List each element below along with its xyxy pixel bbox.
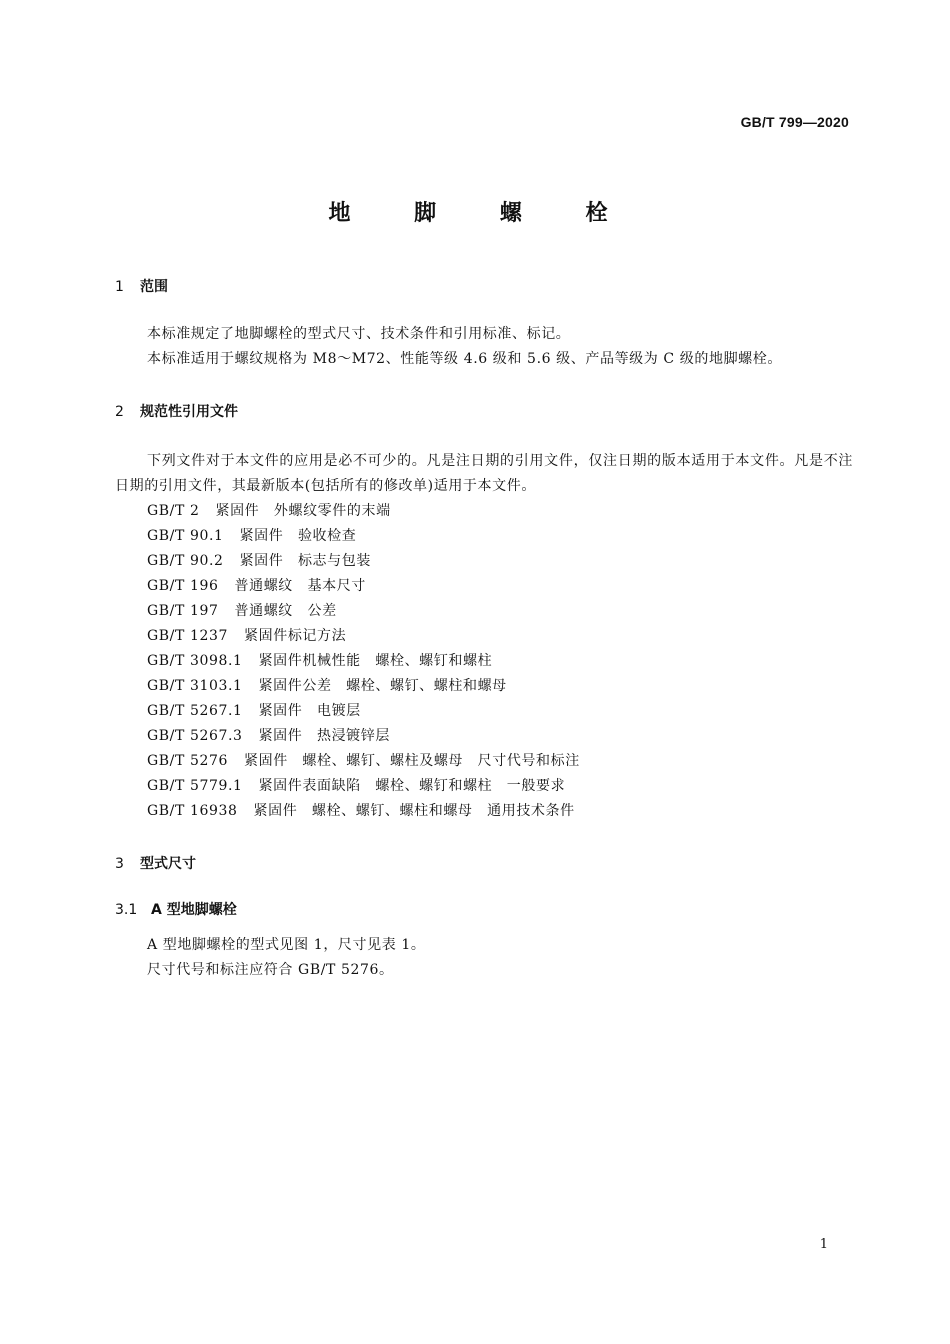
subsection-3-1-heading — [115, 899, 237, 919]
reference-title: 紧固件 外螺纹零件的末端 — [215, 503, 391, 519]
reference-code: GB/T 5267.3 — [147, 728, 243, 744]
reference-code: GB/T 90.1 — [147, 528, 224, 544]
section-number: 3 — [115, 856, 124, 872]
list-item — [147, 574, 580, 599]
list-item — [147, 724, 580, 749]
section-number: 1 — [115, 279, 124, 295]
document-title: 地 脚 螺 栓 — [328, 201, 636, 226]
reference-title: 紧固件 热浸镀锌层 — [258, 728, 390, 744]
reference-title: 紧固件 标志与包装 — [239, 553, 371, 569]
list-item — [147, 524, 580, 549]
paragraph: 本标准适用于螺纹规格为 M8～M72、性能等级 4.6 级和 5.6 级、产品等级为 C 级的地脚螺栓。 — [147, 351, 782, 367]
reference-title: 紧固件表面缺陷 螺栓、螺钉和螺柱 一般要求 — [258, 778, 566, 794]
reference-code: GB/T 2 — [147, 503, 200, 519]
list-item — [147, 749, 580, 774]
list-item — [147, 799, 580, 824]
section-3-heading — [115, 853, 196, 873]
list-item — [147, 774, 580, 799]
reference-title: 紧固件公差 螺栓、螺钉、螺柱和螺母 — [258, 678, 507, 694]
section-title: 规范性引用文件 — [140, 404, 238, 420]
reference-code: GB/T 197 — [147, 603, 219, 619]
reference-title: 紧固件 电镀层 — [258, 703, 361, 719]
list-item — [147, 549, 580, 574]
section-2-heading — [115, 401, 238, 421]
section-1-heading — [115, 276, 168, 296]
reference-code: GB/T 3103.1 — [147, 678, 243, 694]
paragraph: 尺寸代号和标注应符合 GB/T 5276。 — [147, 962, 394, 978]
section-title: 范围 — [140, 279, 168, 295]
reference-list — [147, 499, 580, 824]
reference-title: 紧固件 验收检查 — [239, 528, 357, 544]
paragraph: 下列文件对于本文件的应用是必不可少的。凡是注日期的引用文件，仅注日期的版本适用于本文件。凡是不注日期的引用文件，其最新版本(包括所有的修改单)适用于本文件。 — [115, 453, 853, 494]
page-number: 1 — [819, 1237, 828, 1252]
reference-title: 紧固件 螺栓、螺钉、螺柱及螺母 尺寸代号和标注 — [244, 753, 580, 769]
reference-code: GB/T 16938 — [147, 803, 238, 819]
list-item — [147, 674, 580, 699]
reference-code: GB/T 5276 — [147, 753, 229, 769]
paragraph: A 型地脚螺栓的型式见图 1，尺寸见表 1。 — [147, 937, 426, 953]
reference-title: 紧固件机械性能 螺栓、螺钉和螺柱 — [258, 653, 493, 669]
reference-title: 普通螺纹 公差 — [234, 603, 337, 619]
list-item — [147, 699, 580, 724]
reference-code: GB/T 5267.1 — [147, 703, 243, 719]
reference-code: GB/T 1237 — [147, 628, 229, 644]
reference-title: 普通螺纹 基本尺寸 — [234, 578, 366, 594]
list-item — [147, 624, 580, 649]
paragraph: 本标准规定了地脚螺栓的型式尺寸、技术条件和引用标准、标记。 — [147, 326, 571, 342]
list-item — [147, 599, 580, 624]
list-item — [147, 499, 580, 524]
reference-code: GB/T 196 — [147, 578, 219, 594]
reference-code: GB/T 3098.1 — [147, 653, 243, 669]
list-item — [147, 649, 580, 674]
standard-code: GB/T 799—2020 — [740, 114, 849, 130]
subsection-title: A 型地脚螺栓 — [151, 902, 237, 918]
section-title: 型式尺寸 — [140, 856, 196, 872]
subsection-number: 3.1 — [115, 902, 138, 918]
reference-code: GB/T 5779.1 — [147, 778, 243, 794]
section-number: 2 — [115, 404, 124, 420]
reference-code: GB/T 90.2 — [147, 553, 224, 569]
reference-title: 紧固件 螺栓、螺钉、螺柱和螺母 通用技术条件 — [253, 803, 575, 819]
reference-title: 紧固件标记方法 — [244, 628, 347, 644]
